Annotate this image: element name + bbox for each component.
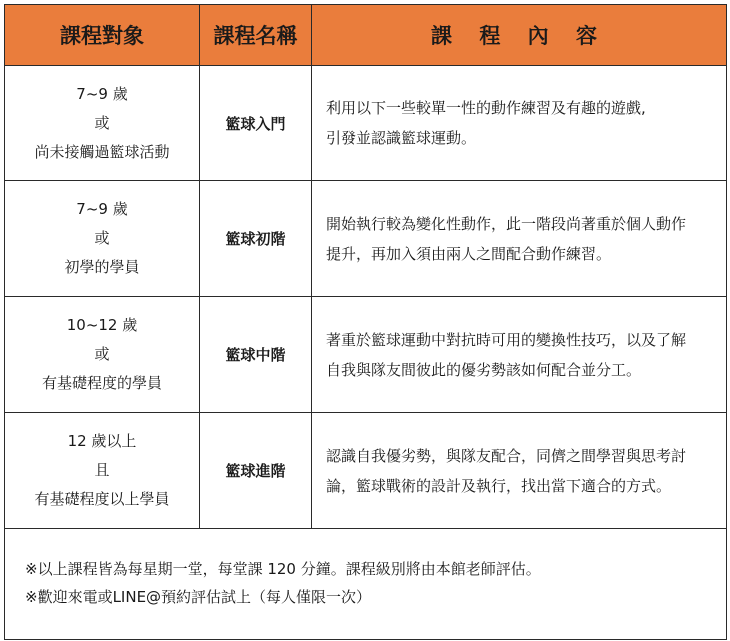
- course-target-cell: [5, 66, 200, 181]
- header-course-target: 課程對象: [5, 5, 200, 66]
- content-line: 引發並認識籃球運動。: [326, 129, 477, 147]
- course-content-cell: [312, 297, 727, 413]
- target-connector: 或: [94, 229, 110, 247]
- note-contact: ※歡迎來電或LINE@預約評估試上（每人僅限一次）: [25, 588, 372, 606]
- table-header-row: [5, 5, 727, 66]
- content-line: 著重於籃球運動中對抗時可用的變換性技巧，以及了解: [326, 330, 687, 349]
- notes-spacer: [25, 539, 726, 555]
- content-line: 自我與隊友間彼此的優劣勢該如何配合並分工。: [326, 360, 642, 379]
- note-schedule: ※以上課程皆為每星期一堂，每堂課 120 分鐘。課程級別將由本館老師評估。: [25, 560, 541, 578]
- target-age: 10~12 歲: [66, 316, 138, 334]
- course-target-cell: [5, 181, 200, 297]
- target-connector: 或: [94, 113, 110, 132]
- target-age: 7~9 歲: [76, 200, 128, 218]
- table-row: [5, 181, 727, 297]
- target-connector: 或: [94, 345, 110, 363]
- table-row: [5, 66, 727, 181]
- course-name-cell: 籃球初階: [200, 181, 312, 297]
- course-target-cell: [5, 297, 200, 413]
- header-course-content: 課 程 內 容: [312, 5, 727, 66]
- course-content-cell: [312, 66, 727, 181]
- course-content-cell: [312, 413, 727, 529]
- course-name-cell: 籃球中階: [200, 297, 312, 413]
- target-condition: 有基礎程度的學員: [41, 374, 162, 392]
- header-course-name: 課程名稱: [200, 5, 312, 66]
- content-line: 認識自我優劣勢，與隊友配合，同儕之間學習與思考討: [326, 446, 687, 465]
- content-line: 提升，再加入須由兩人之間配合動作練習。: [326, 244, 612, 263]
- table-row: [5, 413, 727, 529]
- content-line: 開始執行較為變化性動作，此一階段尚著重於個人動作: [326, 214, 687, 233]
- table-row: [5, 297, 727, 413]
- target-condition: 初學的學員: [64, 258, 140, 276]
- target-age: 12 歲以上: [67, 432, 137, 450]
- course-name-cell: 籃球進階: [200, 413, 312, 529]
- target-age: 7~9 歲: [76, 84, 128, 103]
- target-condition: 尚未接觸過籃球活動: [34, 142, 170, 161]
- course-table-container: [4, 4, 726, 634]
- course-table: [4, 4, 727, 640]
- content-line: 論，籃球戰術的設計及執行，找出當下適合的方式。: [326, 476, 672, 495]
- course-name-cell: 籃球入門: [200, 66, 312, 181]
- target-connector: 且: [94, 461, 110, 479]
- notes-cell: [5, 529, 727, 640]
- target-condition: 有基礎程度以上學員: [34, 490, 170, 508]
- course-content-cell: [312, 181, 727, 297]
- content-line: 利用以下一些較單一性的動作練習及有趣的遊戲,: [326, 99, 646, 117]
- notes-row: [5, 529, 727, 640]
- course-target-cell: [5, 413, 200, 529]
